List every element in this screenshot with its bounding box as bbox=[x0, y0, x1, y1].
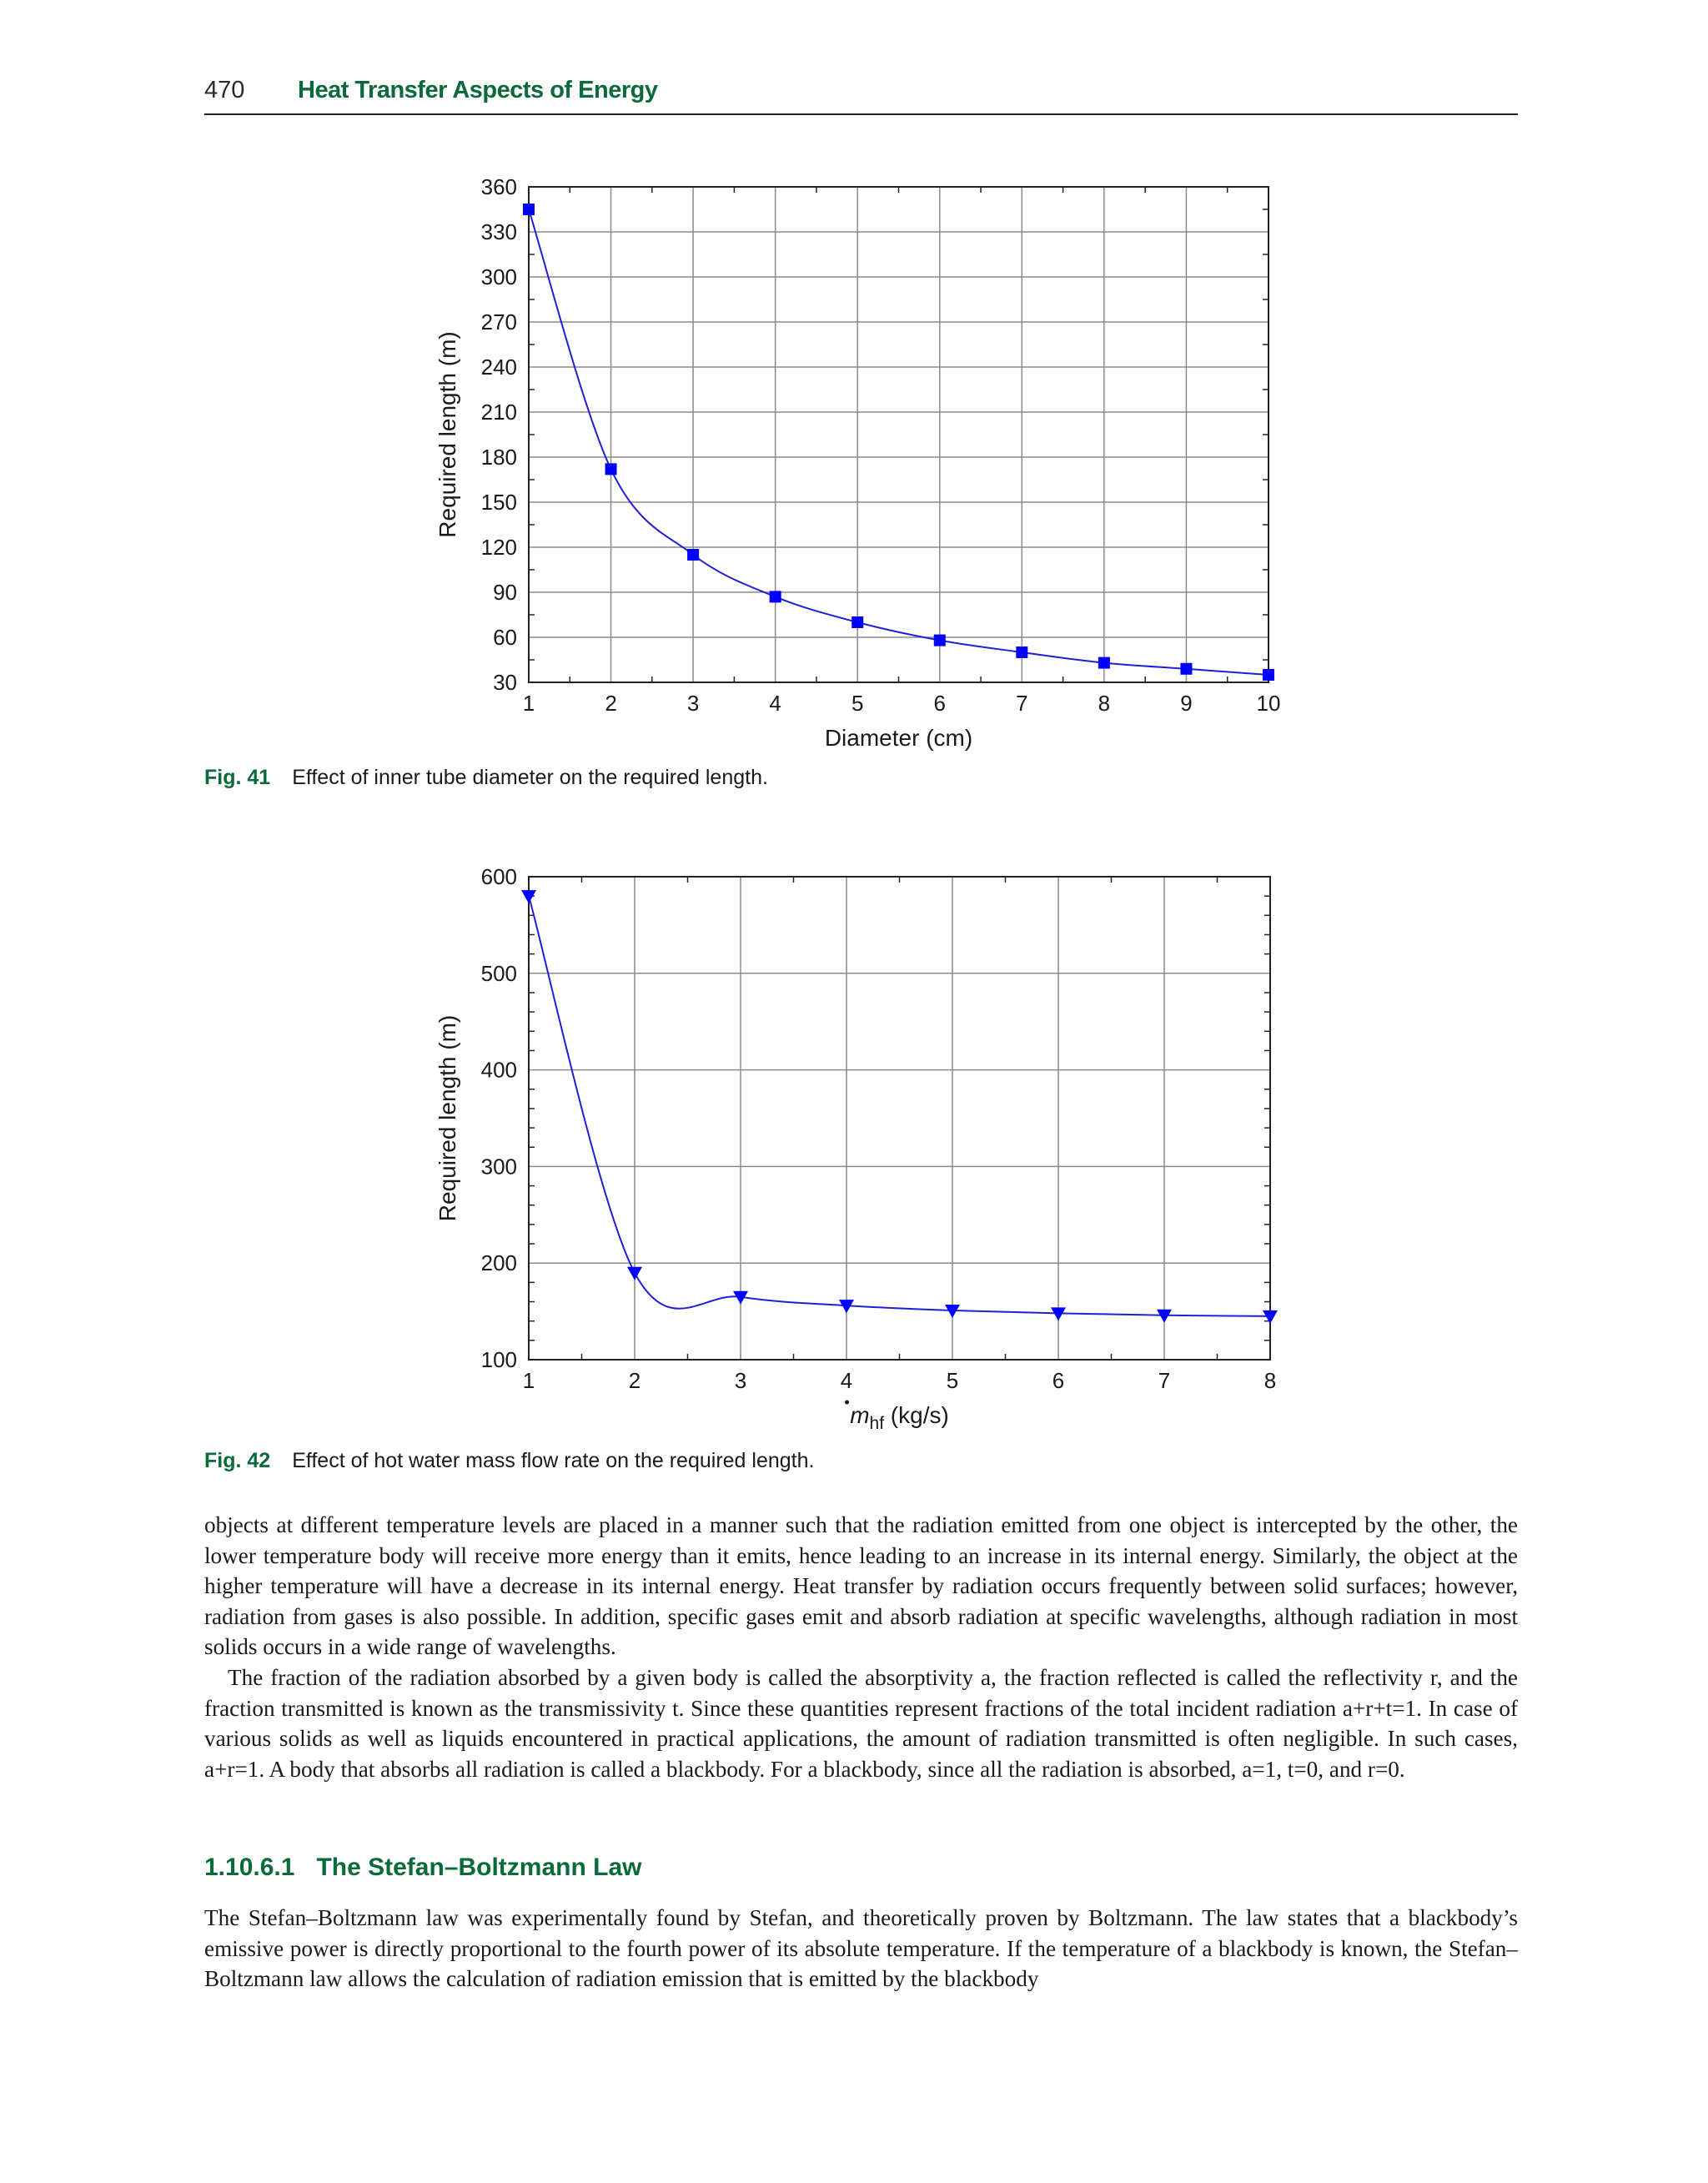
y-tick-label: 120 bbox=[480, 535, 517, 560]
data-point-square bbox=[934, 635, 946, 646]
x-tick-label: 6 bbox=[933, 691, 947, 716]
y-tick-label: 300 bbox=[480, 1154, 517, 1180]
section-heading bbox=[204, 1854, 641, 1882]
paragraph: objects at different temperature levels are placed in a manner such that the radiation emitted from one object is intercepted by the other, the lower temperature body will receive more energy than it emits, hence leading to an increase in its internal energy. Similarly, the object at the higher temperature will have a decrease in its internal energy. Heat transfer by radiation occurs frequently between solid surfaces; however, radiation from gases is also possible. In addition, specific gases emit and absorb radiation at specific wavelengths, although radiation in most solids occurs in a wide range of wavelengths. bbox=[204, 1512, 1518, 1660]
x-axis-label: Diameter (cm) bbox=[824, 725, 973, 751]
x-tick-label: 1 bbox=[522, 1368, 535, 1393]
figure-42-chart bbox=[0, 859, 1708, 1443]
y-tick-label: 60 bbox=[493, 625, 517, 650]
x-tick-label: 5 bbox=[851, 691, 864, 716]
section-number: 1.10.6.1 bbox=[204, 1854, 295, 1881]
x-tick-label: 6 bbox=[1052, 1368, 1065, 1393]
x-tick-label: 7 bbox=[1158, 1368, 1171, 1393]
y-tick-label: 180 bbox=[480, 445, 517, 470]
x-tick-label: 9 bbox=[1180, 691, 1193, 716]
y-tick-label: 240 bbox=[480, 355, 517, 380]
y-tick-label: 270 bbox=[480, 309, 517, 334]
figure-41-caption-text: Effect of inner tube diameter on the required length. bbox=[292, 766, 768, 789]
figure-42-caption bbox=[204, 1449, 814, 1473]
section-title: The Stefan–Boltzmann Law bbox=[316, 1854, 642, 1881]
y-tick-label: 150 bbox=[480, 490, 517, 515]
data-point-square bbox=[687, 549, 699, 561]
paragraph: The Stefan–Boltzmann law was experimentally found by Stefan, and theoretically proven by Boltzmann. The law states that a blackbody’s emissive power is directly proportional to the fourth power of its absolute temperature. If the temperature of a blackbody is known, the Stefan–Boltzmann law allows the calculation of radiation emission that is emitted by the blackbody bbox=[204, 1905, 1518, 1992]
x-tick-label: 8 bbox=[1263, 1368, 1277, 1393]
data-point-square bbox=[770, 591, 781, 602]
data-point-square bbox=[851, 616, 863, 628]
page-number: 470 bbox=[204, 77, 245, 103]
y-tick-label: 300 bbox=[480, 264, 517, 289]
y-tick-label: 330 bbox=[480, 219, 517, 244]
figure-41-chart bbox=[0, 167, 1708, 751]
mass-flow-dot bbox=[845, 1401, 849, 1405]
y-tick-label: 400 bbox=[480, 1057, 517, 1083]
y-tick-label: 360 bbox=[480, 174, 517, 199]
data-point-square bbox=[605, 463, 617, 475]
data-point-square bbox=[523, 204, 535, 215]
data-point-square bbox=[1016, 646, 1027, 658]
figure-41-label: Fig. 41 bbox=[204, 766, 271, 789]
x-tick-label: 7 bbox=[1016, 691, 1028, 716]
x-tick-label: 10 bbox=[1256, 691, 1281, 716]
plot-area bbox=[529, 187, 1268, 682]
figure-42-label: Fig. 42 bbox=[204, 1449, 271, 1472]
x-tick-label: 3 bbox=[734, 1368, 747, 1393]
x-tick-label: 2 bbox=[605, 691, 617, 716]
y-tick-label: 200 bbox=[480, 1250, 517, 1276]
data-point-square bbox=[1098, 657, 1110, 669]
data-point-square bbox=[1180, 663, 1192, 675]
y-axis-label: Required length (m) bbox=[435, 331, 460, 538]
paragraph: The fraction of the radiation absorbed by a given body is called the absorptivity a, the fraction reflected is called the reflectivity r, and the fraction transmitted is known as the transmissivity t. Since these quantities represent fractions of the total incident radiation a+r+t=1. In case of various solids as well as liquids encountered in practical applications, the amount of radiation transmitted is often negligible. In such cases, a+r=1. A body that absorbs all radiation is called a blackbody. For a blackbody, since all the radiation is absorbed, a=1, t=0, and r=0. bbox=[204, 1664, 1518, 1782]
y-tick-label: 100 bbox=[480, 1347, 517, 1372]
plot-area bbox=[529, 877, 1270, 1360]
x-tick-label: 2 bbox=[628, 1368, 641, 1393]
x-tick-label: 5 bbox=[946, 1368, 959, 1393]
x-tick-label: 3 bbox=[686, 691, 700, 716]
y-tick-label: 500 bbox=[480, 960, 517, 986]
figure-42-caption-text: Effect of hot water mass flow rate on the required length. bbox=[292, 1449, 815, 1472]
y-tick-label: 90 bbox=[493, 580, 517, 605]
x-tick-label: 1 bbox=[522, 691, 535, 716]
body-text-block bbox=[204, 1510, 1518, 1784]
y-tick-label: 600 bbox=[480, 864, 517, 889]
y-tick-label: 30 bbox=[493, 670, 517, 695]
running-title: Heat Transfer Aspects of Energy bbox=[298, 77, 658, 103]
y-axis-label: Required length (m) bbox=[435, 1014, 460, 1222]
data-point-square bbox=[1263, 669, 1274, 681]
running-header bbox=[204, 72, 1518, 115]
y-tick-label: 210 bbox=[480, 400, 517, 425]
x-tick-label: 4 bbox=[840, 1368, 853, 1393]
x-tick-label: 8 bbox=[1098, 691, 1111, 716]
body-text-block-2 bbox=[204, 1903, 1518, 1994]
x-axis-label: $m_{hf}$ (kg/s) bbox=[850, 1402, 949, 1433]
figure-41-caption bbox=[204, 766, 768, 790]
x-tick-label: 4 bbox=[769, 691, 781, 716]
